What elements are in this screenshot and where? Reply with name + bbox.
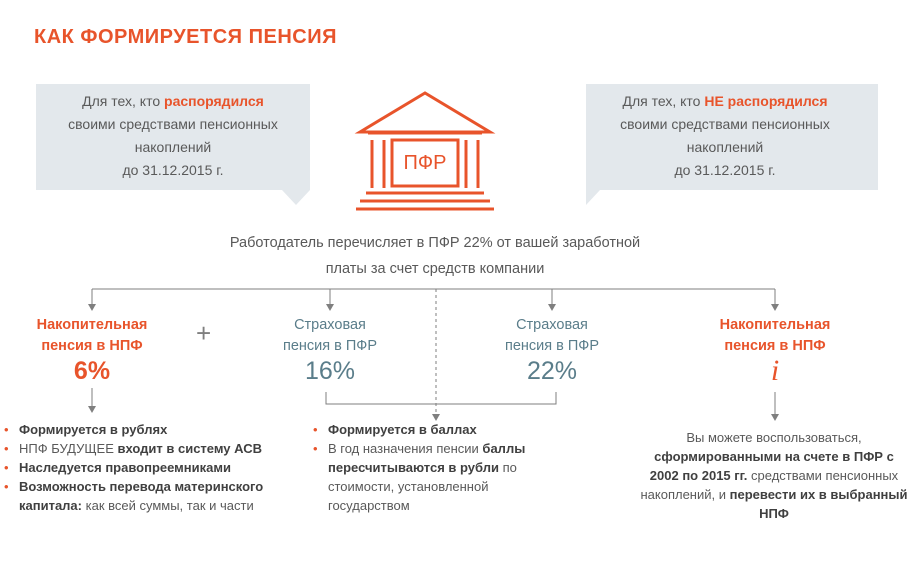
column-heading-line1: Накопительная: [36, 317, 148, 333]
right-callout-prefix: Для тех, кто: [622, 93, 705, 109]
right-callout-line4: до 31.12.2015 г.: [674, 162, 776, 178]
column-insurance-pfr-22: [477, 315, 627, 385]
column-heading-line2: пенсия в НПФ: [41, 338, 143, 354]
column-percent: 6%: [73, 357, 111, 385]
distribution-connector: [92, 289, 775, 418]
building-label: ПФР: [403, 152, 447, 174]
column-heading-line1: Страховая: [294, 317, 366, 333]
list-item: • НПФ БУДУЩЕЕ входит в систему АСВ: [4, 439, 272, 458]
right-text-part4: перевести их в выбранный НПФ: [729, 487, 908, 521]
left-callout-line4: до 31.12.2015 г.: [122, 162, 224, 178]
intro-text: [150, 230, 720, 282]
column-heading-line2: пенсия в ПФР: [504, 338, 599, 354]
left-callout-line3: накоплений: [134, 139, 212, 155]
column-funded-npf-right: [695, 315, 855, 385]
page-title: КАК ФОРМИРУЕТСЯ ПЕНСИЯ: [34, 26, 337, 48]
column-heading-line1: Страховая: [516, 317, 588, 333]
right-callout-line3: накоплений: [686, 139, 764, 155]
left-callout: [36, 90, 310, 182]
list-item: • Формируется в баллах: [313, 420, 563, 439]
middle-bullet-list: [313, 420, 563, 515]
intro-line1: Работодатель перечисляет в ПФР 22% от вашей заработной: [229, 235, 641, 251]
right-callout-highlight: НЕ распорядился: [704, 93, 828, 109]
right-text-part2: сформированными на счете в ПФР с 2002 по 2015 гг.: [649, 449, 894, 483]
column-heading-line1: Накопительная: [719, 317, 831, 333]
list-item: • Наследуется правопреемниками: [4, 458, 272, 477]
right-callout: [586, 90, 864, 182]
arrowheads: [88, 304, 779, 421]
column-heading-line2: пенсия в НПФ: [724, 338, 826, 354]
right-callout-line2: своими средствами пенсионных: [620, 116, 830, 132]
right-text-part3: средствами пенсионных накоплений, и: [640, 468, 899, 502]
column-heading-line2: пенсия в ПФР: [282, 338, 377, 354]
column-funded-npf-left: [12, 315, 172, 385]
right-text-part1: Вы можете воспользоваться,: [686, 430, 862, 445]
list-item: • Возможность перевода материнского капитала: как всей суммы, так и части: [4, 477, 272, 515]
info-icon: i: [770, 354, 780, 387]
pension-fund-building-icon: [356, 93, 494, 209]
column-insurance-pfr-16: [255, 315, 405, 385]
left-callout-highlight: распорядился: [164, 93, 264, 109]
left-callout-prefix: Для тех, кто: [82, 93, 165, 109]
list-item: • В год назначения пенсии баллы пересчитываются в рубли по стоимости, установленной государством: [313, 439, 563, 515]
column-percent: 16%: [304, 357, 356, 385]
right-description: [640, 428, 908, 523]
left-callout-line2: своими средствами пенсионных: [68, 116, 278, 132]
column-percent: 22%: [526, 357, 578, 385]
intro-line2: платы за счет средств компании: [325, 261, 545, 277]
plus-sign: +: [196, 318, 212, 348]
left-bullet-list: [4, 420, 272, 515]
list-item: • Формируется в рублях: [4, 420, 272, 439]
